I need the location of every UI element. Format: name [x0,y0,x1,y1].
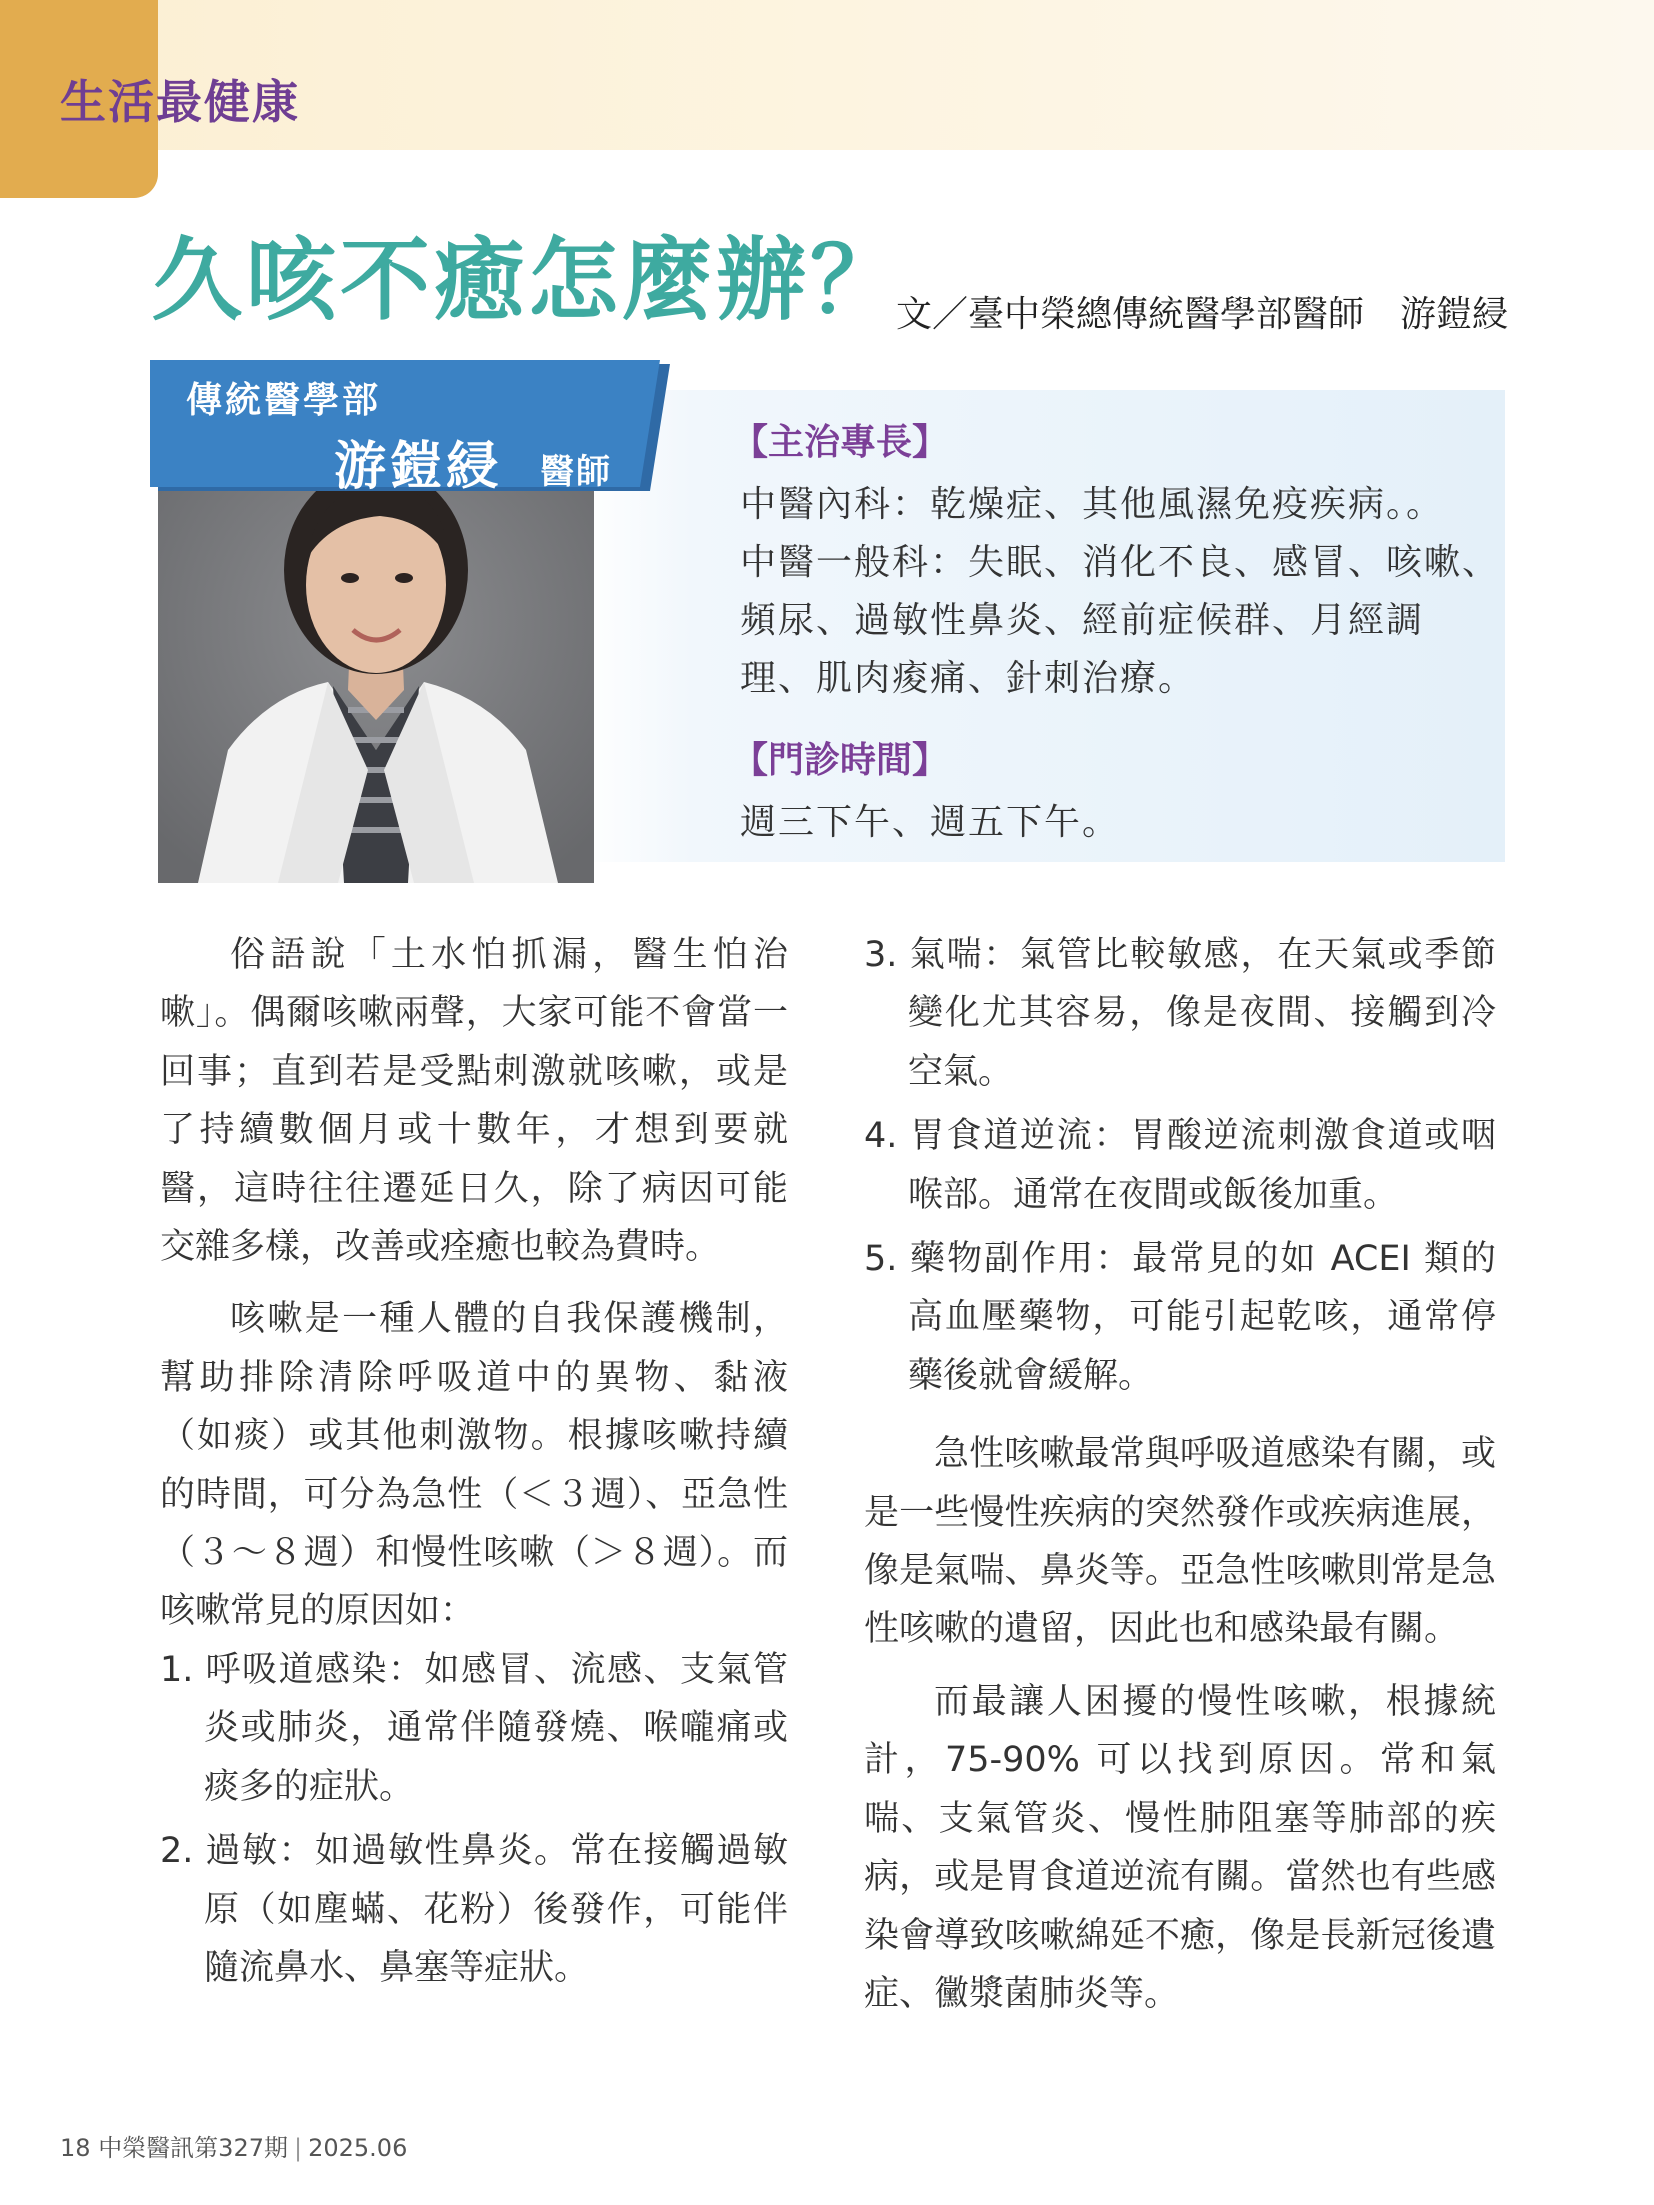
article-title: 久咳不癒怎麼辦？ [152,228,904,333]
list-text: 呼吸道感染：如感冒、流感、支氣管炎或肺炎，通常伴隨發燒、喉嚨痛或痰多的症狀。 [204,1649,788,1807]
section-title: 生活最健康 [60,75,300,129]
list-text: 氣喘：氣管比較敏感，在天氣或季節變化尤其容易，像是夜間、接觸到冷空氣。 [908,935,1496,1092]
paragraph: 而最讓人困擾的慢性咳嗽，根據統計，75-90% 可以找到原因。常和氣喘、支氣管炎、慢性肺阻塞等肺部的疾病，或是胃食道逆流有關。當然也有些感染會導致咳嗽綿延不癒，像是長新冠後遺症、黴漿菌肺炎等。 [864,1681,1496,2014]
paragraph: 咳嗽是一種人體的自我保護機制，幫助排除清除呼吸道中的異物、黏液（如痰）或其他刺激物。根據咳嗽持續的時間，可分為急性（＜３週）、亞急性（３～８週）和慢性咳嗽（＞８週）。而咳嗽常見的原因如： [160,1299,788,1632]
doctor-name: 游鎧綅 [334,437,503,497]
doctor-department: 傳統醫學部 [186,380,382,421]
specialty-heading: 【主治專長】 [732,422,949,463]
cause-list-continued [864,926,1496,1405]
doctor-title: 醫師 [540,452,612,492]
specialty-line: 頻尿、過敏性鼻炎、經前症候群、月經調 [740,600,1425,641]
list-item [864,1107,1496,1224]
clinic-time: 週三下午、週五下午。 [740,802,1121,843]
list-text: 藥物副作用：最常見的如 ACEI 類的高血壓藥物，可能引起乾咳，通常停藥後就會緩解。 [908,1239,1496,1396]
list-item [864,926,1496,1101]
list-item [160,1822,788,1997]
list-number: 2. [160,1831,194,1872]
publication-date: 2025.06 [308,2134,408,2162]
publication-name: 中榮醫訊第327期 [98,2134,288,2162]
list-text: 胃食道逆流：胃酸逆流刺激食道或咽喉部。通常在夜間或飯後加重。 [908,1116,1496,1215]
doctor-photo [158,450,594,883]
doctor-portrait-illustration [158,450,594,883]
cause-list [160,1641,788,1997]
specialty-line: 中醫內科：乾燥症、其他風濕免疫疾病。。 [740,484,1445,525]
list-number: 4. [864,1116,898,1157]
right-column [864,926,1496,2023]
footer-separator: | [294,2134,303,2162]
list-text: 過敏：如過敏性鼻炎。常在接觸過敏原（如塵蟎、花粉）後發作，可能伴隨流鼻水、鼻塞等症狀。 [204,1831,788,1988]
page-number: 18 [60,2134,91,2162]
page-footer [60,2128,407,2163]
list-item [160,1641,788,1816]
clinic-heading: 【門診時間】 [732,740,949,781]
list-number: 1. [160,1649,194,1690]
list-number: 3. [864,935,898,975]
list-number: 5. [864,1239,898,1280]
specialty-line: 理、肌肉痠痛、針刺治療。 [740,658,1197,699]
specialty-line: 中醫一般科：失眠、消化不良、感冒、咳嗽、 [740,542,1501,583]
list-item [864,1230,1496,1405]
left-column [160,926,788,2003]
article-byline: 文／臺中榮總傳統醫學部醫師 游鎧綅 [896,294,1509,335]
paragraph: 俗語說「土水怕抓漏，醫生怕治嗽」。偶爾咳嗽兩聲，大家可能不會當一回事；直到若是受點刺激就咳嗽，或是了持續數個月或十數年，才想到要就醫，這時往往遷延日久，除了病因可能交雜多樣，改善或痊癒也較為費時。 [160,935,788,1268]
paragraph: 急性咳嗽最常與呼吸道感染有關，或是一些慢性疾病的突然發作或疾病進展，像是氣喘、鼻炎等。亞急性咳嗽則常是急性咳嗽的遺留，因此也和感染最有關。 [864,1434,1496,1650]
